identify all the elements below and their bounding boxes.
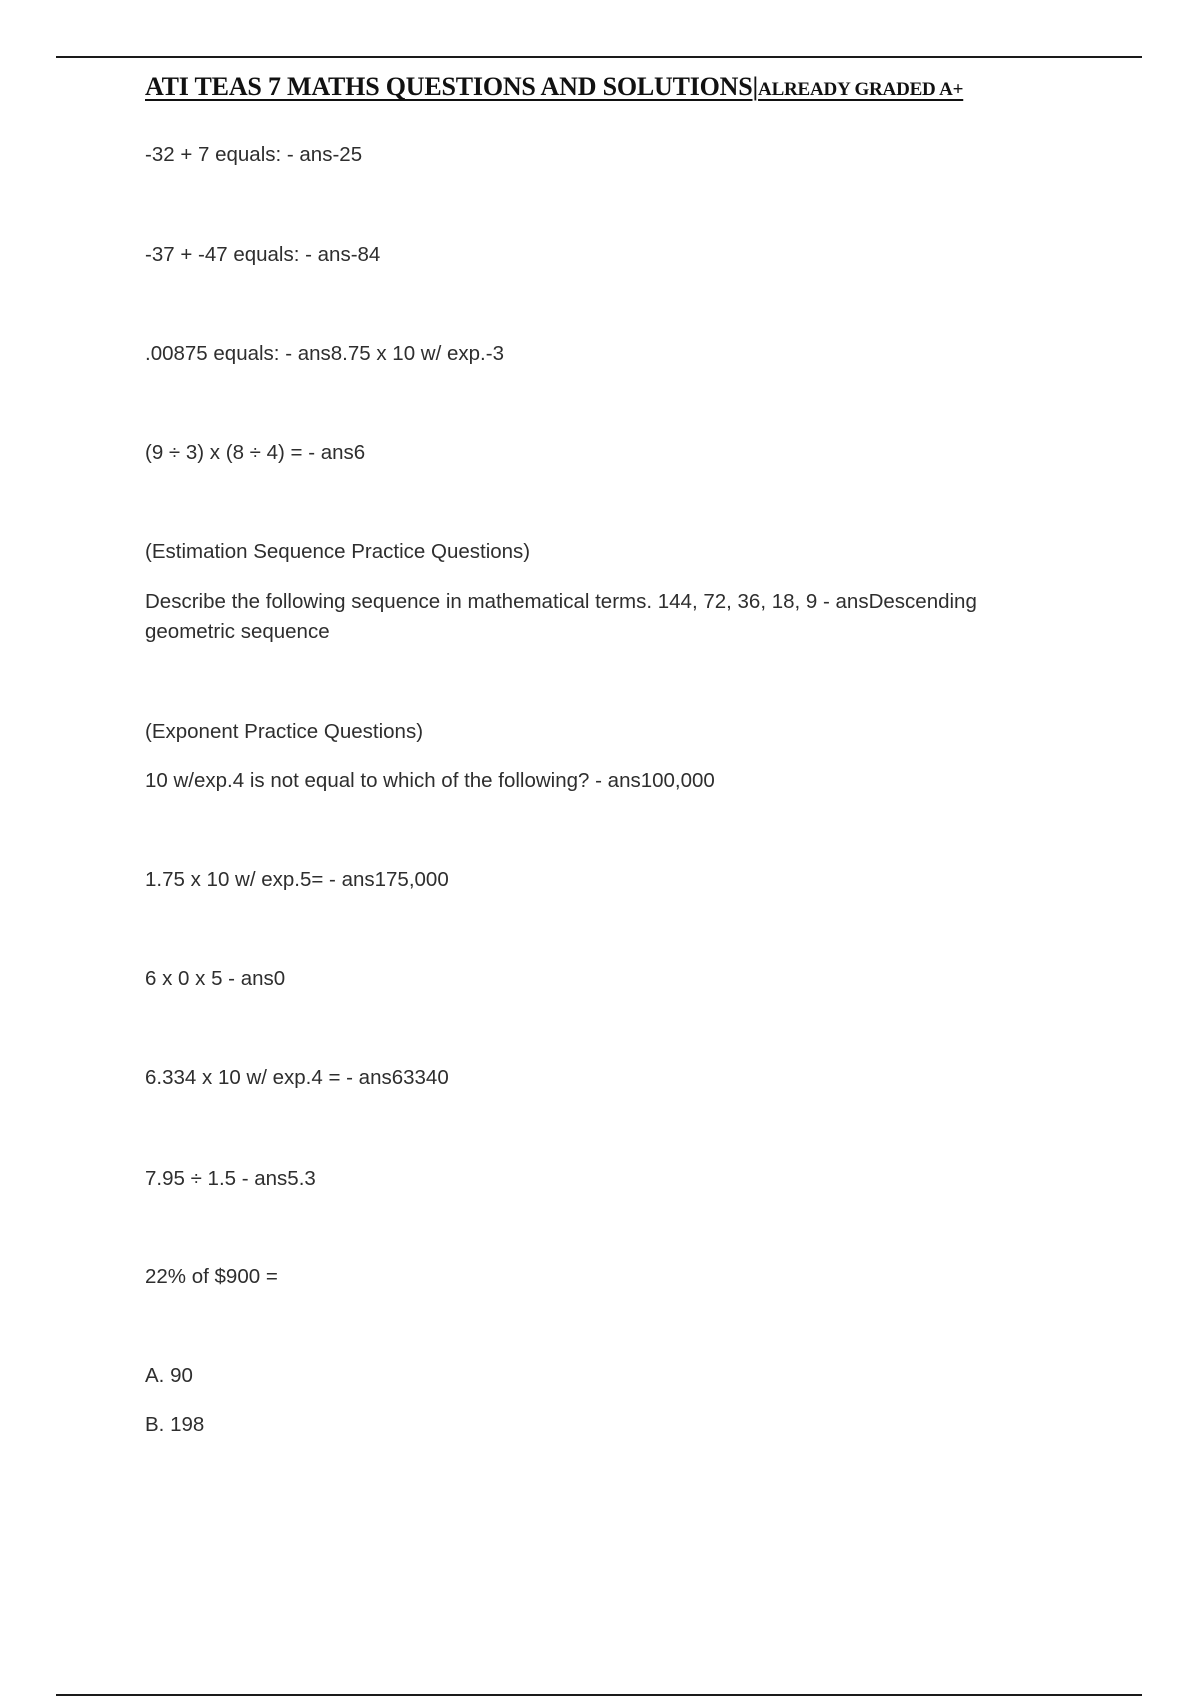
- answer-option: B. 198: [145, 1413, 205, 1436]
- title-main: ATI TEAS 7 MATHS QUESTIONS AND SOLUTIONS|: [145, 72, 759, 101]
- question-line: (9 ÷ 3) x (8 ÷ 4) = - ans6: [145, 441, 366, 464]
- footer-rule: [56, 1694, 1142, 1696]
- question-line: -32 + 7 equals: - ans-25: [145, 143, 363, 166]
- document-title: [145, 72, 963, 102]
- section-heading: (Estimation Sequence Practice Questions): [145, 540, 531, 563]
- title-suffix: ALREADY GRADED A+: [758, 79, 964, 100]
- question-line: 6 x 0 x 5 - ans0: [145, 967, 286, 990]
- header-rule: [56, 56, 1142, 58]
- question-line: 7.95 ÷ 1.5 - ans5.3: [145, 1167, 316, 1190]
- section-heading: (Exponent Practice Questions): [145, 720, 424, 743]
- question-line: 6.334 x 10 w/ exp.4 = - ans63340: [145, 1066, 449, 1089]
- question-line: 10 w/exp.4 is not equal to which of the following? - ans100,000: [145, 769, 715, 792]
- question-line: .00875 equals: - ans8.75 x 10 w/ exp.-3: [145, 342, 504, 365]
- answer-option: A. 90: [145, 1364, 193, 1387]
- question-line: 22% of $900 =: [145, 1265, 278, 1288]
- question-line: -37 + -47 equals: - ans-84: [145, 243, 381, 266]
- question-line: Describe the following sequence in mathematical terms. 144, 72, 36, 18, 9 - ansDescending geometric sequence: [145, 590, 977, 643]
- question-line: 1.75 x 10 w/ exp.5= - ans175,000: [145, 868, 449, 891]
